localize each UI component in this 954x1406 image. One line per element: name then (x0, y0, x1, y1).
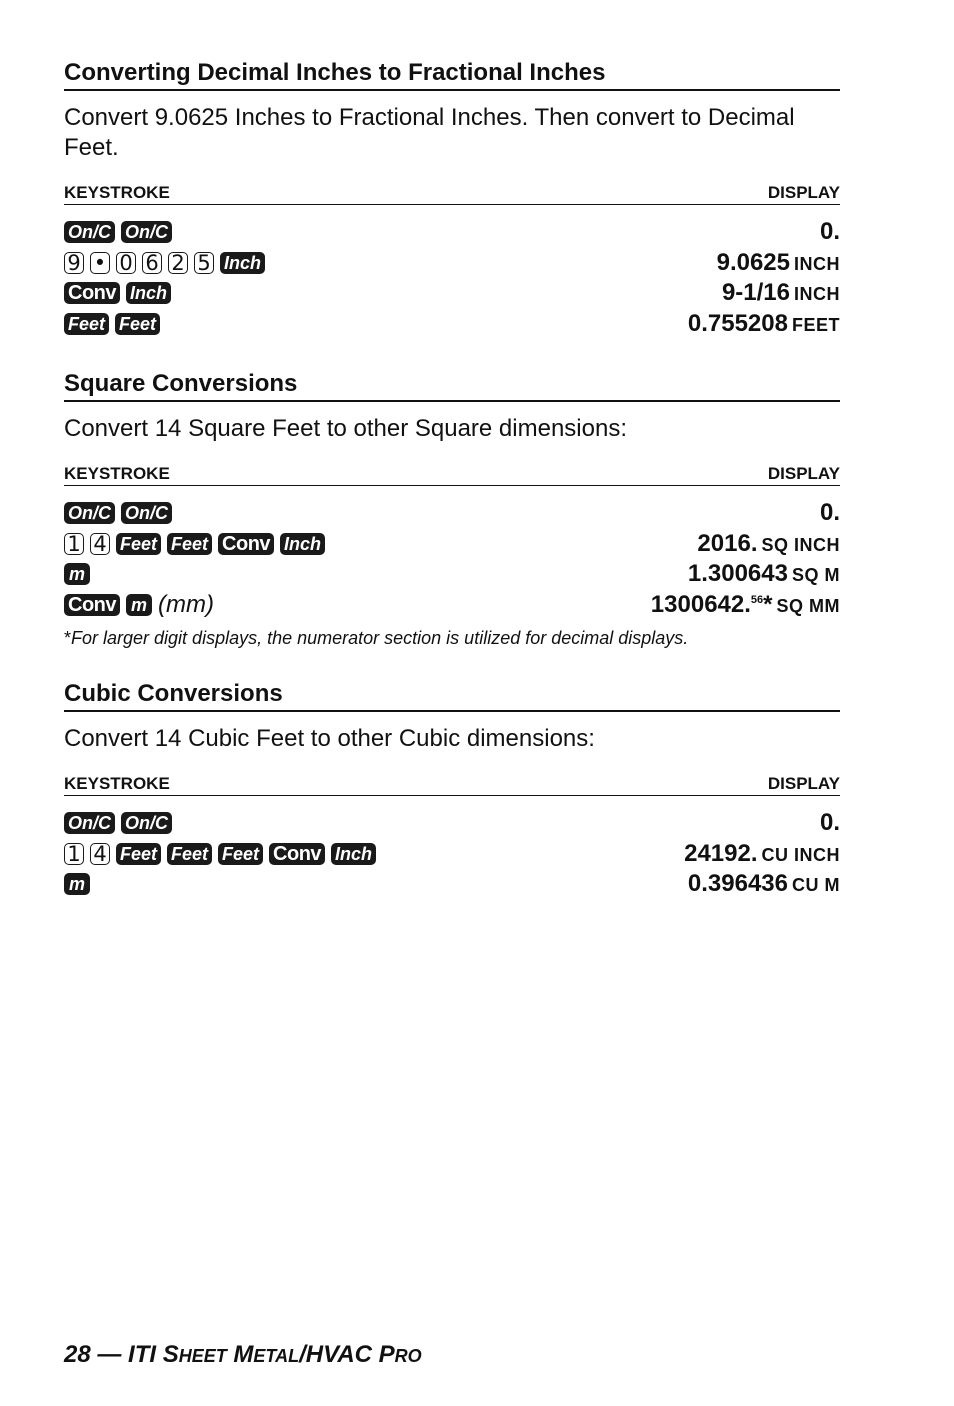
footnote-marker: * (763, 590, 773, 618)
keystroke-cell (64, 221, 172, 243)
onc-key: On/C (121, 812, 172, 834)
table-row (64, 248, 840, 279)
table-row (64, 217, 840, 248)
table-row (64, 869, 840, 900)
table-row (64, 839, 840, 870)
display-value: 0. (819, 809, 840, 837)
display-value: 1300642. (650, 590, 751, 618)
section-square-conversions (64, 369, 840, 649)
inch-key: Inch (126, 282, 171, 304)
display-unit: CU INCH (761, 844, 840, 865)
display-cell (697, 530, 840, 558)
table-row (64, 309, 840, 340)
footer-letter: S (162, 1341, 179, 1368)
keystroke-cell (64, 502, 172, 524)
display-header: DISPLAY (767, 183, 840, 202)
numerator-digits: 56 (750, 593, 764, 606)
footer-smallcaps: HEET (178, 1346, 227, 1366)
display-unit: SQ M (791, 565, 840, 586)
table-row (64, 529, 840, 560)
digit-key: 5 (194, 252, 214, 274)
onc-key: On/C (121, 221, 172, 243)
display-cell (717, 249, 840, 277)
section-title: Square Conversions (64, 369, 840, 402)
display-value: 9-1/16 (721, 279, 790, 307)
column-header (64, 464, 840, 486)
inch-key: Inch (331, 843, 376, 865)
display-value: 0.396436 (687, 870, 788, 898)
keystroke-cell (64, 873, 90, 895)
footer-smallcaps: RO (394, 1346, 422, 1366)
footer-letter: M (226, 1341, 254, 1368)
keystroke-cell (64, 313, 160, 335)
conv-key: Conv (218, 533, 274, 555)
manual-page (64, 58, 840, 930)
display-cell (722, 279, 840, 307)
keystroke-cell (64, 591, 214, 619)
display-unit: INCH (794, 284, 840, 305)
conv-key: Conv (64, 282, 120, 304)
feet-key: Feet (64, 313, 109, 335)
section-intro: Convert 9.0625 Inches to Fractional Inches. Then convert to Decimal Feet. (64, 104, 795, 161)
feet-key: Feet (167, 843, 212, 865)
feet-key: Feet (116, 843, 161, 865)
footer-dash: — (90, 1341, 129, 1368)
keystroke-note: (mm) (158, 590, 214, 618)
display-header: DISPLAY (767, 464, 840, 483)
meter-key: m (64, 563, 90, 585)
onc-key: On/C (64, 221, 115, 243)
conv-key: Conv (64, 594, 120, 616)
display-value: 1.300643 (687, 560, 788, 588)
display-unit: FEET (791, 314, 840, 335)
display-cell (820, 218, 840, 246)
display-value: 0. (819, 499, 840, 527)
decimal-point-key: • (90, 252, 110, 274)
table-row (64, 498, 840, 529)
inch-key: Inch (280, 533, 325, 555)
display-value: 0.755208 (687, 309, 788, 337)
footnote-star: * (64, 628, 72, 648)
digit-key: 1 (64, 533, 84, 555)
section-decimal-to-fractional (64, 58, 840, 339)
column-header (64, 774, 840, 796)
section-title: Cubic Conversions (64, 679, 840, 712)
digit-key: 2 (168, 252, 188, 274)
table-row (64, 590, 840, 621)
display-value: 9.0625 (716, 248, 790, 276)
feet-key: Feet (167, 533, 212, 555)
table-row (64, 278, 840, 309)
display-unit: SQ INCH (761, 534, 840, 555)
digit-key: 4 (90, 843, 110, 865)
keystroke-header: KEYSTROKE (64, 464, 170, 483)
keystroke-cell (64, 563, 90, 585)
display-value: 2016. (697, 529, 758, 557)
keystroke-cell (64, 843, 376, 865)
feet-key: Feet (218, 843, 263, 865)
keystroke-header: KEYSTROKE (64, 183, 170, 202)
digit-key: 6 (142, 252, 162, 274)
digit-key: 1 (64, 843, 84, 865)
display-cell (688, 310, 840, 338)
feet-key: Feet (115, 313, 160, 335)
table-row (64, 559, 840, 590)
inch-key: Inch (220, 252, 265, 274)
keystroke-cell (64, 533, 325, 555)
footer-hvac: /HVAC (299, 1341, 379, 1368)
footnote (64, 628, 840, 649)
onc-key: On/C (121, 502, 172, 524)
onc-key: On/C (64, 812, 115, 834)
keystroke-cell (64, 812, 172, 834)
feet-key: Feet (116, 533, 161, 555)
digit-key: 9 (64, 252, 84, 274)
display-cell (820, 809, 840, 837)
digit-key: 4 (90, 533, 110, 555)
section-intro: Convert 14 Cubic Feet to other Cubic dimensions: (64, 725, 595, 752)
footer-smallcaps: ETAL (253, 1346, 300, 1366)
display-cell (820, 499, 840, 527)
footnote-text: For larger digit displays, the numerator section is utilized for decimal displays. (71, 628, 689, 648)
keystroke-cell (64, 252, 265, 274)
display-unit: CU M (792, 875, 840, 896)
section-intro: Convert 14 Square Feet to other Square dimensions: (64, 415, 627, 442)
display-unit: INCH (794, 253, 840, 274)
section-cubic-conversions (64, 679, 840, 900)
table-row (64, 808, 840, 839)
conv-key: Conv (269, 843, 325, 865)
section-title: Converting Decimal Inches to Fractional Inches (64, 58, 840, 91)
onc-key: On/C (64, 502, 115, 524)
keystroke-header: KEYSTROKE (64, 774, 170, 793)
keystroke-cell (64, 282, 171, 304)
display-unit: SQ MM (776, 595, 840, 616)
display-value: 0. (819, 218, 840, 246)
page-number: 28 (64, 1341, 91, 1368)
footer-letter: P (378, 1341, 395, 1368)
page-footer (64, 1340, 422, 1371)
display-header: DISPLAY (767, 774, 840, 793)
display-value: 24192. (684, 839, 758, 867)
digit-key: 0 (116, 252, 136, 274)
column-header (64, 183, 840, 205)
display-cell (688, 560, 840, 588)
footer-brand: ITI (128, 1341, 163, 1368)
meter-key: m (64, 873, 90, 895)
display-cell (688, 870, 840, 898)
meter-key: m (126, 594, 152, 616)
display-cell (684, 840, 840, 868)
display-cell (651, 591, 840, 619)
